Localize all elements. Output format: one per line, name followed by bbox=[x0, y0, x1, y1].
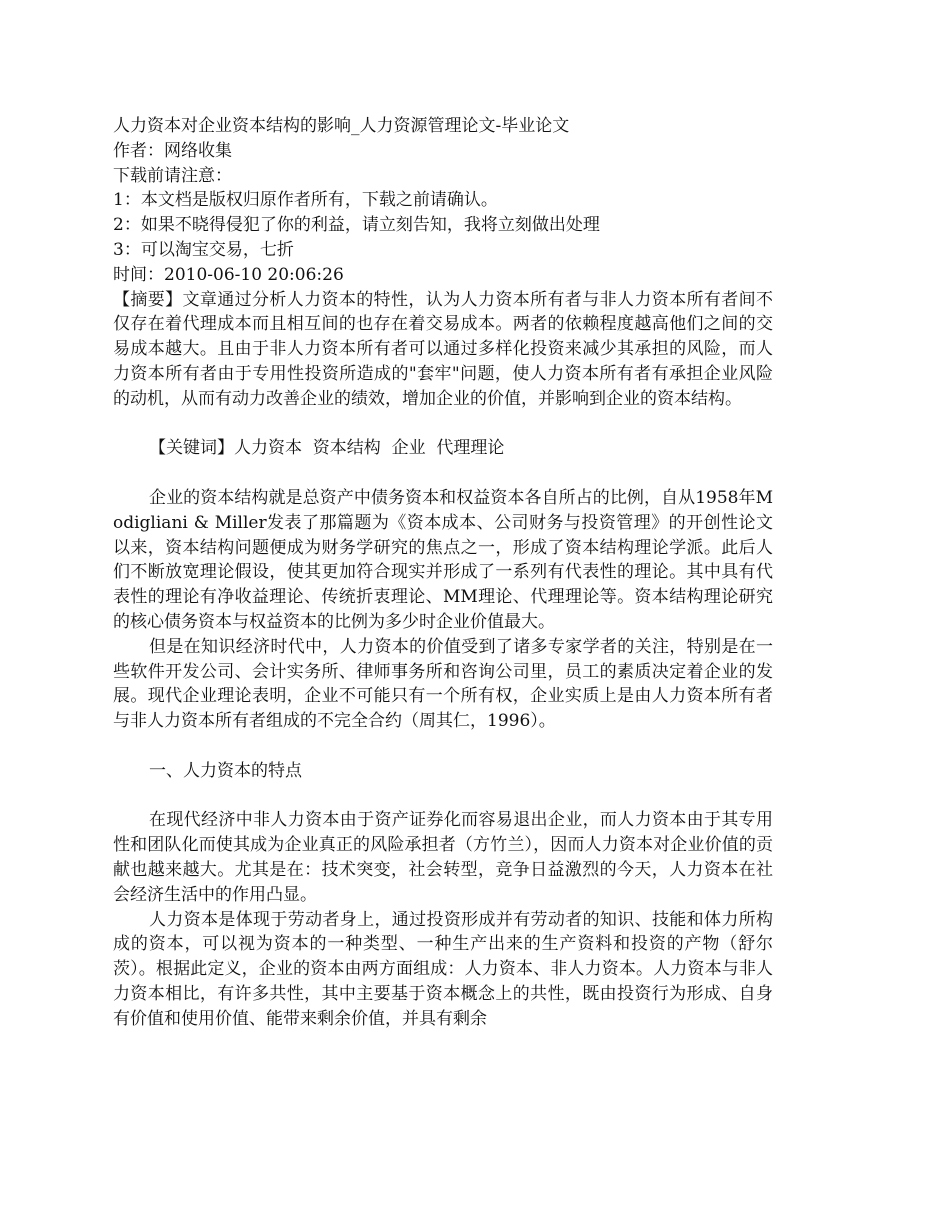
notice-item: 1：本文档是版权归原作者所有，下载之前请确认。 bbox=[113, 190, 498, 211]
body-paragraph: 人力资本是体现于劳动者身上，通过投资形成并有劳动者的知识、技能和体力所构成的资本，可以视为资本的一种类型、一种生产出来的生产资料和投资的产物（舒尔茨）。根据此定义，企业的资本由两方面组成：人力资本、非人力资本。人力资本与非人力资本相比，有许多共性，其中主要基于资本概念上的共性，既由投资行为形成、自身有价值和使用价值、能带来剩余价值，并具有剩余 bbox=[113, 909, 773, 1029]
notice-item: 2：如果不晓得侵犯了你的利益，请立刻告知，我将立刻做出处理 bbox=[113, 215, 600, 236]
notice-item: 3：可以淘宝交易，七折 bbox=[113, 239, 294, 260]
author-line: 作者：网络收集 bbox=[113, 140, 232, 161]
abstract-paragraph: 【摘要】文章通过分析人力资本的特性，认为人力资本所有者与非人力资本所有者间不仅存在着代理成本而且相互间的也存在着交易成本。两者的依赖程度越高他们之间的交易成本越大。且由于非人力资本所有者可以通过多样化投资来减少其承担的风险，而人力资本所有者由于专用性投资所造成的"套牢"问题，使人力资本所有者有承担企业风险的动机，从而有动力改善企业的绩效，增加企业的价值，并影响到企业的资本结构。 bbox=[113, 289, 773, 409]
timestamp-line: 时间：2010-06-10 20:06:26 bbox=[113, 264, 344, 285]
body-paragraph: 企业的资本结构就是总资产中债务资本和权益资本各自所占的比例，自从1958年Modigliani & Miller发表了那篇题为《资本成本、公司财务与投资管理》的开创性论文以来，资本结构问题便成为财务学研究的焦点之一，形成了资本结构理论学派。此后人们不断放宽理论假设，使其更加符合现实并形成了一系列有代表性的理论。其中具有代表性的理论有净收益理论、传统折衷理论、MM理论、代理理论等。资本结构理论研究的核心债务资本与权益资本的比例为多少时企业价值最大。 bbox=[113, 487, 773, 632]
body-paragraph: 但是在知识经济时代中，人力资本的价值受到了诸多专家学者的关注，特别是在一些软件开发公司、会计实务所、律师事务所和咨询公司里，员工的素质决定着企业的发展。现代企业理论表明，企业不可能只有一个所有权，企业实质上是由人力资本所有者与非人力资本所有者组成的不完全合约（周其仁，1996）。 bbox=[113, 636, 773, 732]
document-title: 人力资本对企业资本结构的影响_人力资源管理论文-毕业论文 bbox=[113, 116, 570, 136]
section-heading: 一、人力资本的特点 bbox=[149, 760, 302, 781]
document-page bbox=[113, 114, 773, 1031]
keywords-line: 【关键词】人力资本 资本结构 企业 代理理论 bbox=[149, 438, 505, 459]
notice-heading: 下载前请注意： bbox=[113, 165, 232, 186]
spacer bbox=[113, 412, 773, 437]
spacer bbox=[113, 461, 773, 486]
body-paragraph: 在现代经济中非人力资本由于资产证券化而容易退出企业，而人力资本由于其专用性和团队化而使其成为企业真正的风险承担者（方竹兰），因而人力资本对企业价值的贡献也越来越大。尤其是在：技术突变，社会转型，竞争日益激烈的今天，人力资本在社会经济生活中的作用凸显。 bbox=[113, 810, 773, 905]
spacer bbox=[113, 734, 773, 759]
spacer bbox=[113, 784, 773, 809]
